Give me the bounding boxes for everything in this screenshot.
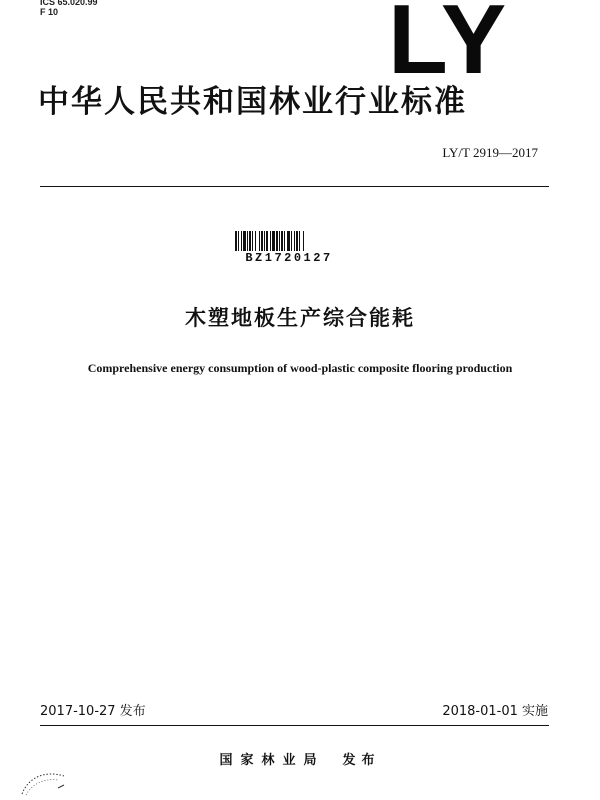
standard-number: LY/T 2919—2017 [442, 145, 538, 160]
issue-date: 2017-10-27 发布 [40, 704, 146, 719]
bottom-divider [40, 725, 549, 726]
issuer-title: 中华人民共和国林业行业标准 [38, 84, 467, 120]
publisher-organization: 国家林业局 [219, 753, 325, 768]
barcode-number: BZ1720127 [245, 251, 333, 265]
ics-code: ICS 65.020.99 [40, 0, 98, 7]
document-title-en: Comprehensive energy consumption of wood-plastic composite flooring production [87, 361, 513, 375]
implementation-date: 2018-01-01 实施 [442, 704, 548, 719]
ccs-code: F 10 [40, 7, 59, 17]
publisher [0, 752, 600, 770]
barcode [234, 231, 344, 265]
top-divider [40, 186, 549, 187]
ly-logo: LY [388, 0, 509, 94]
classification-codes [40, 0, 98, 17]
publisher-action: 发布 [342, 753, 381, 768]
stamp-mark-icon [18, 766, 70, 800]
document-title-zh: 木塑地板生产综合能耗 [185, 306, 415, 330]
barcode-bars [234, 231, 344, 251]
